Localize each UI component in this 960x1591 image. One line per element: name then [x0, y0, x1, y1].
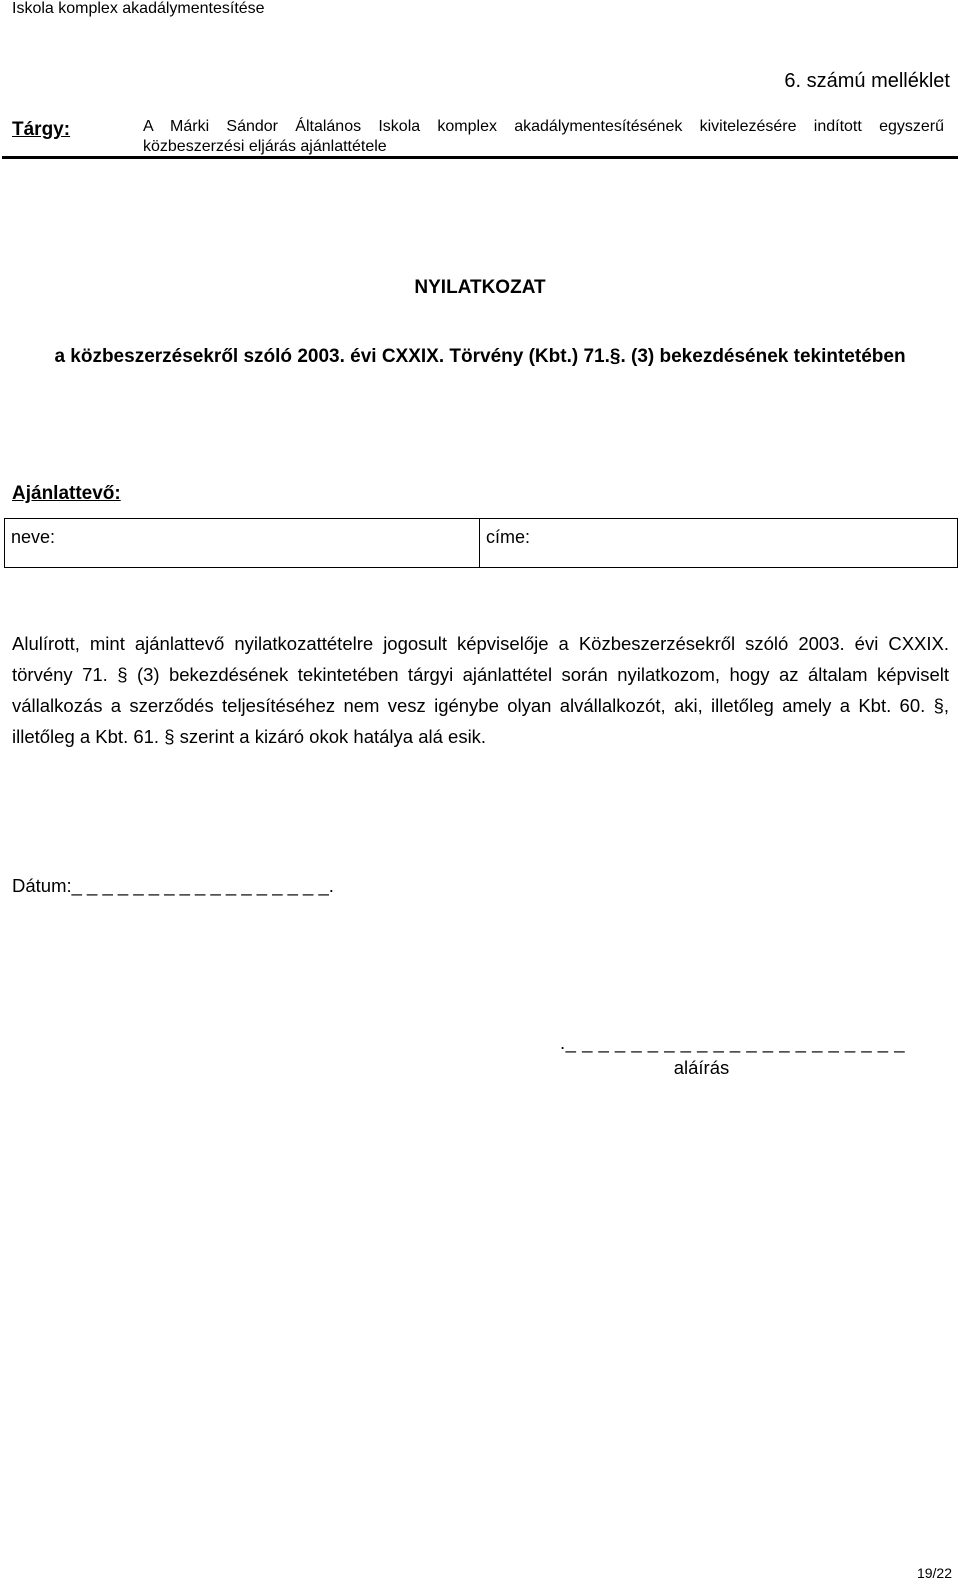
bidder-name-label: neve: — [11, 527, 56, 547]
bidder-name-cell[interactable] — [5, 519, 480, 568]
annex-label: 6. számú melléklet — [784, 70, 950, 92]
bidder-table — [4, 518, 958, 568]
page-number: 19/22 — [916, 1565, 952, 1581]
bidder-label: Ajánlattevő: — [12, 483, 121, 504]
subject-line-1: A Márki Sándor Általános Iskola komplex akadálymentesítésének kivitelezésére indított egyszerű — [143, 118, 944, 135]
subject-label: Tárgy: — [12, 119, 71, 140]
date-line: Dátum:_ _ _ _ _ _ _ _ _ _ _ _ _ _ _ _ _. — [12, 875, 334, 896]
subject-text — [143, 117, 944, 157]
bidder-address-cell[interactable] — [480, 519, 958, 568]
running-header: Iskola komplex akadálymentesítése — [12, 0, 265, 17]
declaration-text: Alulírott, mint ajánlattevő nyilatkozattételre jogosult képviselője a Közbeszerzésekről szóló 2003. évi CXXIX. törvény 71. § (3) bekezdésének tekintetében tárgyi ajánlattétel során nyilatkozom, hogy az általam képviselt vállalkozás a szerződés teljesítéséhez nem vesz igénybe olyan alvállalkozót, aki, illetőleg amely a Kbt. 60. §, illetőleg a Kbt. 61. § szerint a kizáró okok hatálya alá esik. — [12, 633, 949, 747]
document-subtitle: a közbeszerzésekről szóló 2003. évi CXXIX. Törvény (Kbt.) 71.§. (3) bekezdésének tekintetében — [54, 346, 906, 367]
subject-divider — [2, 156, 958, 159]
signature-label: aláírás — [673, 1057, 730, 1078]
signature-line: ._ _ _ _ _ _ _ _ _ _ _ _ _ _ _ _ _ _ _ _ _ — [560, 1032, 906, 1053]
document-title: NYILATKOZAT — [414, 277, 546, 298]
bidder-address-label: címe: — [486, 527, 531, 547]
subject-line-2: közbeszerzési eljárás ajánlattétele — [143, 138, 387, 155]
